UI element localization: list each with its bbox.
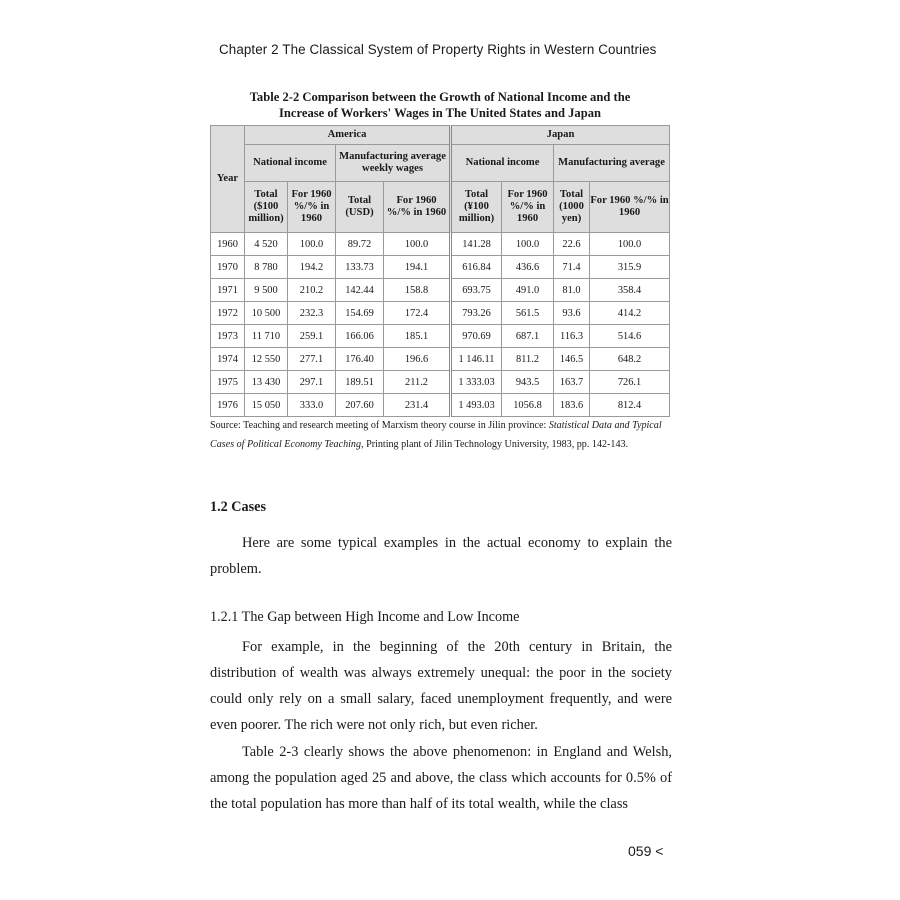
table-cell: 1 146.11 xyxy=(451,348,502,371)
table-cell: 970.69 xyxy=(451,325,502,348)
table-cell: 13 430 xyxy=(245,371,288,394)
table-cell: 514.6 xyxy=(590,325,670,348)
table-caption xyxy=(210,89,670,121)
source-title: Statistical Data and Typical Cases of Political Economy Teaching xyxy=(210,420,662,450)
table-row xyxy=(211,256,670,279)
table-cell: 4 520 xyxy=(245,233,288,256)
header-jp-national-income: National income xyxy=(451,145,554,182)
table-cell: 116.3 xyxy=(554,325,590,348)
running-head: Chapter 2 The Classical System of Property Rights in Western Countries xyxy=(219,42,657,57)
table-cell: 726.1 xyxy=(590,371,670,394)
header-us-mw-pct: For 1960 %/% in 1960 xyxy=(384,182,451,233)
header-us-manufacturing: Manufacturing average weekly wages xyxy=(336,145,451,182)
table-cell: 15 050 xyxy=(245,394,288,417)
table-cell: 414.2 xyxy=(590,302,670,325)
year-cell: 1960 xyxy=(211,233,245,256)
table-cell: 259.1 xyxy=(288,325,336,348)
source-prefix: Source: Teaching and research meeting of Marxism theory course in Jilin province: xyxy=(210,420,549,431)
year-cell: 1975 xyxy=(211,371,245,394)
table-cell: 166.06 xyxy=(336,325,384,348)
table-cell: 71.4 xyxy=(554,256,590,279)
source-suffix: , Printing plant of Jilin Technology University, 1983, pp. 142-143. xyxy=(361,439,629,450)
income-wages-table xyxy=(210,125,670,417)
header-jp-mw-total: Total (1000 yen) xyxy=(554,182,590,233)
header-us-ni-total: Total ($100 million) xyxy=(245,182,288,233)
table-cell: 11 710 xyxy=(245,325,288,348)
table-body xyxy=(211,233,670,417)
table-cell: 93.6 xyxy=(554,302,590,325)
header-us-national-income: National income xyxy=(245,145,336,182)
header-us-mw-total: Total (USD) xyxy=(336,182,384,233)
section-intro-text: Here are some typical examples in the actual economy to explain the problem. xyxy=(210,535,672,577)
header-japan: Japan xyxy=(451,126,670,145)
page-number: 059 < xyxy=(628,843,664,859)
table-cell: 232.3 xyxy=(288,302,336,325)
table-cell: 491.0 xyxy=(502,279,554,302)
table-cell: 100.0 xyxy=(502,233,554,256)
table-cell: 297.1 xyxy=(288,371,336,394)
header-jp-mw-pct: For 1960 %/% in 1960 xyxy=(590,182,670,233)
table-source-note xyxy=(210,416,672,454)
table-cell: 163.7 xyxy=(554,371,590,394)
year-cell: 1972 xyxy=(211,302,245,325)
table-cell: 146.5 xyxy=(554,348,590,371)
body-paragraph-2-text: Table 2-3 clearly shows the above phenomenon: in England and Welsh, among the population aged 25 and above, the class which accounts for 0.5% of the total population has more than half of its total wealth, while the class xyxy=(210,744,672,812)
table-cell: 358.4 xyxy=(590,279,670,302)
table-cell: 277.1 xyxy=(288,348,336,371)
table-row xyxy=(211,325,670,348)
table-row xyxy=(211,371,670,394)
year-cell: 1974 xyxy=(211,348,245,371)
table-caption-line-2: Increase of Workers' Wages in The United States and Japan xyxy=(279,106,601,120)
table-cell: 211.2 xyxy=(384,371,451,394)
table-cell: 100.0 xyxy=(288,233,336,256)
header-jp-ni-total: Total (¥100 million) xyxy=(451,182,502,233)
table-row xyxy=(211,279,670,302)
header-jp-manufacturing: Manufacturing average xyxy=(554,145,670,182)
table-caption-line-1: Table 2-2 Comparison between the Growth of National Income and the xyxy=(249,90,631,104)
header-year: Year xyxy=(211,126,245,233)
table-cell: 100.0 xyxy=(590,233,670,256)
table-cell: 172.4 xyxy=(384,302,451,325)
table-cell: 81.0 xyxy=(554,279,590,302)
table-cell: 687.1 xyxy=(502,325,554,348)
table-cell: 89.72 xyxy=(336,233,384,256)
year-cell: 1976 xyxy=(211,394,245,417)
table-cell: 8 780 xyxy=(245,256,288,279)
table-cell: 158.8 xyxy=(384,279,451,302)
body-paragraph-2 xyxy=(210,739,672,817)
table-cell: 185.1 xyxy=(384,325,451,348)
table-cell: 183.6 xyxy=(554,394,590,417)
table-row xyxy=(211,348,670,371)
table-cell: 231.4 xyxy=(384,394,451,417)
table-cell: 812.4 xyxy=(590,394,670,417)
table-cell: 189.51 xyxy=(336,371,384,394)
table-cell: 1056.8 xyxy=(502,394,554,417)
table-cell: 333.0 xyxy=(288,394,336,417)
table-cell: 142.44 xyxy=(336,279,384,302)
table-cell: 793.26 xyxy=(451,302,502,325)
table-cell: 436.6 xyxy=(502,256,554,279)
table-cell: 943.5 xyxy=(502,371,554,394)
table-row xyxy=(211,233,670,256)
table-cell: 176.40 xyxy=(336,348,384,371)
table-cell: 100.0 xyxy=(384,233,451,256)
table-cell: 1 493.03 xyxy=(451,394,502,417)
table-cell: 154.69 xyxy=(336,302,384,325)
table-cell: 196.6 xyxy=(384,348,451,371)
year-cell: 1970 xyxy=(211,256,245,279)
table-row xyxy=(211,394,670,417)
year-cell: 1971 xyxy=(211,279,245,302)
table-cell: 648.2 xyxy=(590,348,670,371)
table-cell: 12 550 xyxy=(245,348,288,371)
body-paragraph-1 xyxy=(210,634,672,738)
table-cell: 210.2 xyxy=(288,279,336,302)
table-cell: 811.2 xyxy=(502,348,554,371)
table-cell: 133.73 xyxy=(336,256,384,279)
year-cell: 1973 xyxy=(211,325,245,348)
table-cell: 9 500 xyxy=(245,279,288,302)
header-us-ni-pct: For 1960 %/% in 1960 xyxy=(288,182,336,233)
table-cell: 616.84 xyxy=(451,256,502,279)
table-cell: 22.6 xyxy=(554,233,590,256)
table-cell: 693.75 xyxy=(451,279,502,302)
body-paragraph-1-text: For example, in the beginning of the 20th century in Britain, the distribution of wealth was always extremely unequal: the poor in the society could only rely on a small salary, faced unemployment frequently, and were even poorer. The rich were not only rich, but even richer. xyxy=(210,639,672,733)
table-cell: 10 500 xyxy=(245,302,288,325)
table-cell: 141.28 xyxy=(451,233,502,256)
table-cell: 315.9 xyxy=(590,256,670,279)
table-row xyxy=(211,302,670,325)
header-jp-ni-pct: For 1960 %/% in 1960 xyxy=(502,182,554,233)
header-america: America xyxy=(245,126,451,145)
table-cell: 194.1 xyxy=(384,256,451,279)
table-cell: 561.5 xyxy=(502,302,554,325)
section-heading: 1.2 Cases xyxy=(210,499,266,515)
subsection-heading: 1.2.1 The Gap between High Income and Low Income xyxy=(210,609,520,625)
section-intro-paragraph xyxy=(210,530,672,582)
table-cell: 207.60 xyxy=(336,394,384,417)
table-cell: 194.2 xyxy=(288,256,336,279)
table-cell: 1 333.03 xyxy=(451,371,502,394)
